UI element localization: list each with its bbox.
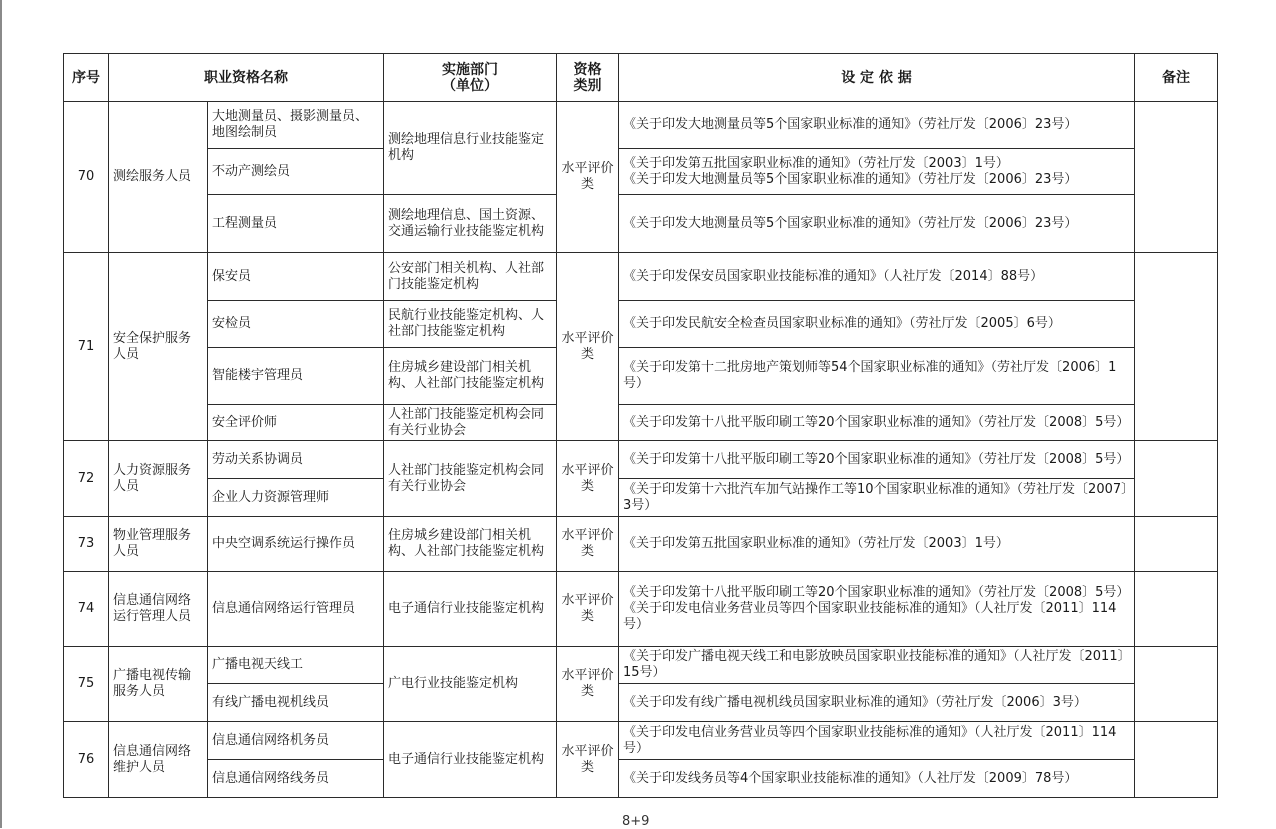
dept: 公安部门相关机构、人社部门技能鉴定机构 [384, 253, 557, 301]
basis: 《关于印发保安员国家职业技能标准的通知》（人社厅发〔2014〕88号） [619, 253, 1135, 301]
basis: 《关于印发第十八批平版印刷工等20个国家职业标准的通知》（劳社厅发〔2008〕5号） [619, 405, 1135, 441]
header-category [557, 54, 619, 102]
table-row [64, 441, 1218, 479]
remark-cell [1135, 647, 1218, 722]
table-row [64, 348, 1218, 405]
job-title: 安检员 [208, 301, 384, 348]
header-no: 序号 [64, 54, 109, 102]
row-no: 75 [64, 647, 109, 722]
table-header-row [64, 54, 1218, 102]
basis: 《关于印发大地测量员等5个国家职业标准的通知》（劳社厅发〔2006〕23号） [619, 195, 1135, 253]
category: 水平评价类 [557, 572, 619, 647]
table-row [64, 405, 1218, 441]
row-no: 70 [64, 102, 109, 253]
qualification-name: 人力资源服务人员 [109, 441, 208, 517]
basis: 《关于印发第十八批平版印刷工等20个国家职业标准的通知》（劳社厅发〔2008〕5号） 《关于印发电信业务营业员等四个国家职业技能标准的通知》（人社厅发〔2011〕114号） [619, 572, 1135, 647]
header-name: 职业资格名称 [109, 54, 384, 102]
dept: 测绘地理信息、国土资源、交通运输行业技能鉴定机构 [384, 195, 557, 253]
basis: 《关于印发第五批国家职业标准的通知》（劳社厅发〔2003〕1号） [619, 517, 1135, 572]
remark-cell [1135, 517, 1218, 572]
job-title: 保安员 [208, 253, 384, 301]
row-no: 74 [64, 572, 109, 647]
job-title: 信息通信网络线务员 [208, 760, 384, 798]
basis: 《关于印发大地测量员等5个国家职业标准的通知》（劳社厅发〔2006〕23号） [619, 102, 1135, 149]
dept: 民航行业技能鉴定机构、人社部门技能鉴定机构 [384, 301, 557, 348]
header-dept-line2: （单位） [442, 77, 498, 94]
dept: 人社部门技能鉴定机构会同有关行业协会 [384, 441, 557, 517]
remark-cell [1135, 441, 1218, 517]
category: 水平评价类 [557, 722, 619, 798]
job-title: 广播电视天线工 [208, 647, 384, 684]
qualification-table [63, 53, 1218, 798]
job-title: 有线广播电视机线员 [208, 684, 384, 722]
basis: 《关于印发第十二批房地产策划师等54个国家职业标准的通知》（劳社厅发〔2006〕1号） [619, 348, 1135, 405]
table-row [64, 149, 1218, 195]
dept: 电子通信行业技能鉴定机构 [384, 722, 557, 798]
job-title: 信息通信网络运行管理员 [208, 572, 384, 647]
category: 水平评价类 [557, 102, 619, 253]
header-category-line2: 类别 [573, 77, 602, 94]
remark-cell [1135, 722, 1218, 798]
header-category-line1: 资格 [573, 61, 602, 78]
remark-cell [1135, 572, 1218, 647]
header-dept-line1: 实施部门 [442, 61, 498, 78]
table-row [64, 253, 1218, 301]
job-title: 工程测量员 [208, 195, 384, 253]
category: 水平评价类 [557, 253, 619, 441]
table-row [64, 301, 1218, 348]
row-no: 71 [64, 253, 109, 441]
page-edge [0, 0, 2, 828]
page-number: 8+9 [622, 814, 650, 829]
job-title: 中央空调系统运行操作员 [208, 517, 384, 572]
dept: 住房城乡建设部门相关机构、人社部门技能鉴定机构 [384, 517, 557, 572]
qualification-name: 安全保护服务人员 [109, 253, 208, 441]
table-row [64, 479, 1218, 517]
category: 水平评价类 [557, 517, 619, 572]
table-row [64, 684, 1218, 722]
table-row [64, 760, 1218, 798]
job-title: 不动产测绘员 [208, 149, 384, 195]
basis: 《关于印发有线广播电视机线员国家职业标准的通知》（劳社厅发〔2006〕3号） [619, 684, 1135, 722]
header-basis: 设 定 依 据 [619, 54, 1135, 102]
basis: 《关于印发第十六批汽车加气站操作工等10个国家职业标准的通知》（劳社厅发〔2007〕3号） [619, 479, 1135, 517]
category: 水平评价类 [557, 441, 619, 517]
header-remark: 备注 [1135, 54, 1218, 102]
qualification-name: 测绘服务人员 [109, 102, 208, 253]
table-row [64, 647, 1218, 684]
dept: 电子通信行业技能鉴定机构 [384, 572, 557, 647]
job-title: 安全评价师 [208, 405, 384, 441]
table-row [64, 572, 1218, 647]
table-row [64, 195, 1218, 253]
dept: 住房城乡建设部门相关机构、人社部门技能鉴定机构 [384, 348, 557, 405]
table-row [64, 722, 1218, 760]
job-title: 劳动关系协调员 [208, 441, 384, 479]
qualification-name: 信息通信网络运行管理人员 [109, 572, 208, 647]
job-title: 企业人力资源管理师 [208, 479, 384, 517]
dept: 人社部门技能鉴定机构会同有关行业协会 [384, 405, 557, 441]
basis: 《关于印发民航安全检查员国家职业标准的通知》（劳社厅发〔2005〕6号） [619, 301, 1135, 348]
remark-cell [1135, 102, 1218, 253]
job-title: 大地测量员、摄影测量员、地图绘制员 [208, 102, 384, 149]
remark-cell [1135, 253, 1218, 441]
table-row [64, 102, 1218, 149]
dept: 测绘地理信息行业技能鉴定机构 [384, 102, 557, 195]
qualification-name: 物业管理服务人员 [109, 517, 208, 572]
qualification-name: 信息通信网络维护人员 [109, 722, 208, 798]
row-no: 73 [64, 517, 109, 572]
row-no: 76 [64, 722, 109, 798]
table-row [64, 517, 1218, 572]
basis: 《关于印发第十八批平版印刷工等20个国家职业标准的通知》（劳社厅发〔2008〕5号） [619, 441, 1135, 479]
dept: 广电行业技能鉴定机构 [384, 647, 557, 722]
row-no: 72 [64, 441, 109, 517]
qualification-name: 广播电视传输服务人员 [109, 647, 208, 722]
job-title: 信息通信网络机务员 [208, 722, 384, 760]
basis: 《关于印发第五批国家职业标准的通知》（劳社厅发〔2003〕1号） 《关于印发大地测量员等5个国家职业标准的通知》（劳社厅发〔2006〕23号） [619, 149, 1135, 195]
basis: 《关于印发电信业务营业员等四个国家职业技能标准的通知》（人社厅发〔2011〕114号） [619, 722, 1135, 760]
basis: 《关于印发线务员等4个国家职业技能标准的通知》（人社厅发〔2009〕78号） [619, 760, 1135, 798]
basis: 《关于印发广播电视天线工和电影放映员国家职业技能标准的通知》（人社厅发〔2011〕15号） [619, 647, 1135, 684]
header-dept [384, 54, 557, 102]
category: 水平评价类 [557, 647, 619, 722]
job-title: 智能楼宇管理员 [208, 348, 384, 405]
